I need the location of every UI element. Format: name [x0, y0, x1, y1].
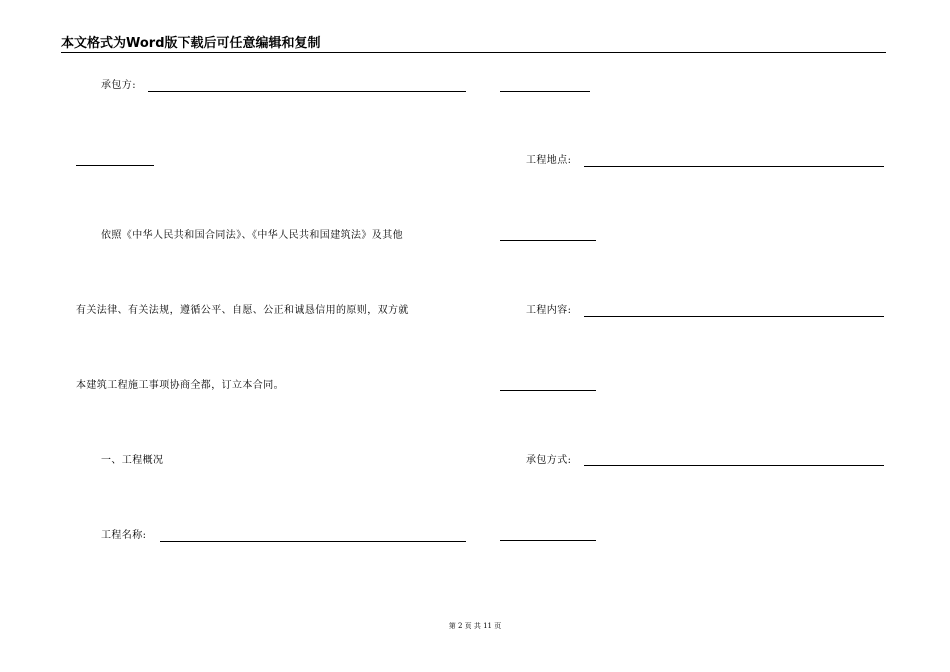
right-fill-line-2 [500, 240, 596, 241]
document-header-title: 本文格式为Word版下载后可任意编辑和复制 [61, 36, 321, 51]
legal-basis-line-1: 依照《中华人民共和国合同法》、《中华人民共和国建筑法》及其他 [101, 230, 403, 241]
legal-basis-line-3: 本建筑工程施工事项协商全都，订立本合同。 [76, 380, 284, 391]
right-fill-line-4 [500, 540, 596, 541]
project-location-fill-line [584, 166, 884, 167]
project-content-label: 工程内容: [526, 305, 572, 316]
project-name-label: 工程名称: [101, 530, 147, 541]
section-heading-project-overview: 一、工程概况 [101, 455, 164, 466]
right-fill-line-3 [500, 390, 596, 391]
project-content-fill-line [584, 316, 884, 317]
contractor-continuation-fill-line [76, 165, 154, 166]
legal-basis-line-2: 有关法律、有关法规，遵循公平、自愿、公正和诚恳信用的原则，双方就 [76, 305, 409, 316]
contractor-label: 承包方: [101, 80, 136, 91]
project-name-fill-line [160, 541, 466, 542]
project-location-label: 工程地点: [526, 155, 572, 166]
contract-method-label: 承包方式: [526, 455, 572, 466]
page-number-indicator: 第 2 页 共 11 页 [448, 622, 502, 630]
header-divider [61, 52, 886, 53]
right-fill-line-1 [500, 91, 590, 92]
contractor-fill-line [148, 91, 466, 92]
contract-method-fill-line [584, 465, 884, 466]
